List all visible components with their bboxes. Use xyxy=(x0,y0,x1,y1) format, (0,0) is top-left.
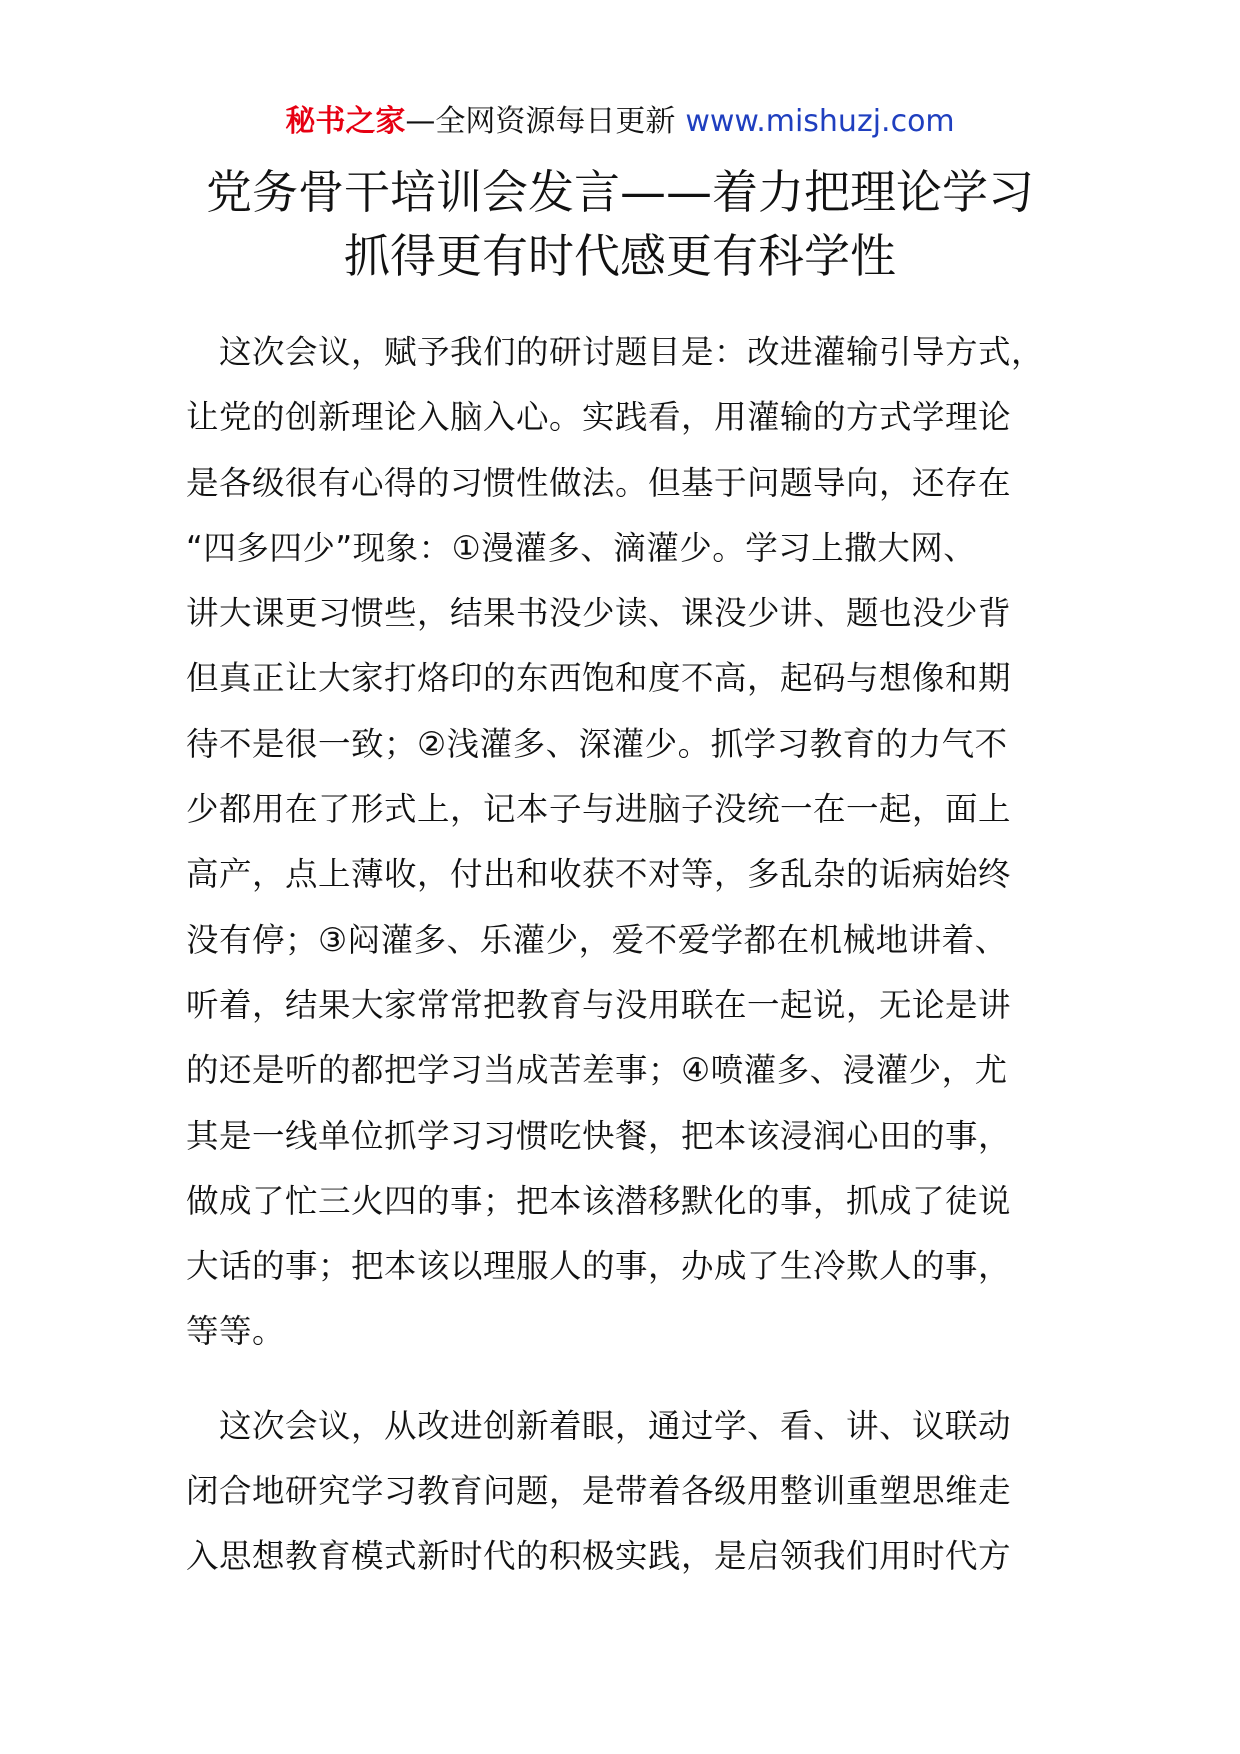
site-url-link[interactable]: www.mishuzj.com xyxy=(685,104,955,139)
text-line: 做成了忙三火四的事；把本该潜移默化的事，抓成了徒说 xyxy=(186,1181,1012,1220)
text-line: 讲大课更习惯些，结果书没少读、课没少讲、题也没少背 xyxy=(186,594,1012,633)
text-line: 闭合地研究学习教育问题，是带着各级用整训重塑思维走 xyxy=(186,1472,1012,1511)
text-line: 这次会议，赋予我们的研讨题目是：改进灌输引导方式， xyxy=(186,333,1045,371)
text-line: 待不是很一致；②浅灌多、深灌少。抓学习教育的力气不 xyxy=(186,724,1008,763)
site-header xyxy=(0,100,1240,144)
text-line: 但真正让大家打烙印的东西饱和度不高，起码与想像和期 xyxy=(186,659,1012,698)
text-line: 高产，点上薄收，付出和收获不对等，多乱杂的诟病始终 xyxy=(186,855,1012,894)
text-line: 这次会议，从改进创新着眼，通过学、看、讲、议联动 xyxy=(186,1406,1012,1445)
text-line: 大话的事；把本该以理服人的事，办成了生冷欺人的事， xyxy=(186,1247,1012,1286)
document-title xyxy=(0,160,1240,288)
text-line: “四多四少”现象：①漫灌多、滴灌少。学习上撒大网、 xyxy=(186,528,977,567)
text-line: 少都用在了形式上，记本子与进脑子没统一在一起，面上 xyxy=(186,790,1012,829)
text-line: 是各级很有心得的习惯性做法。但基于问题导向，还存在 xyxy=(186,463,1012,502)
text-line: 其是一线单位抓学习习惯吃快餐，把本该浸润心田的事， xyxy=(186,1116,1012,1155)
text-line: 的还是听的都把学习当成苦差事；④喷灌多、浸灌少，尤 xyxy=(186,1051,1008,1090)
text-line: 没有停；③闷灌多、乐灌少，爱不爱学都在机械地讲着、 xyxy=(186,920,1008,959)
text-line: 入思想教育模式新时代的积极实践，是启领我们用时代方 xyxy=(186,1537,1012,1576)
document-body xyxy=(186,320,1070,1590)
title-line-2: 抓得更有时代感更有科学性 xyxy=(344,229,896,283)
site-brand: 秘书之家 xyxy=(285,104,406,139)
text-line: 等等。 xyxy=(186,1312,286,1351)
text-line: 听着，结果大家常常把教育与没用联在一起说，无论是讲 xyxy=(186,985,1012,1024)
site-tagline: —全网资源每日更新 xyxy=(405,104,676,139)
title-line-1: 党务骨干培训会发言——着力把理论学习 xyxy=(206,165,1034,219)
paragraph-2 xyxy=(186,1394,1070,1590)
text-line: 让党的创新理论入脑入心。实践看，用灌输的方式学理论 xyxy=(186,398,1012,437)
paragraph-1 xyxy=(186,320,1070,1365)
